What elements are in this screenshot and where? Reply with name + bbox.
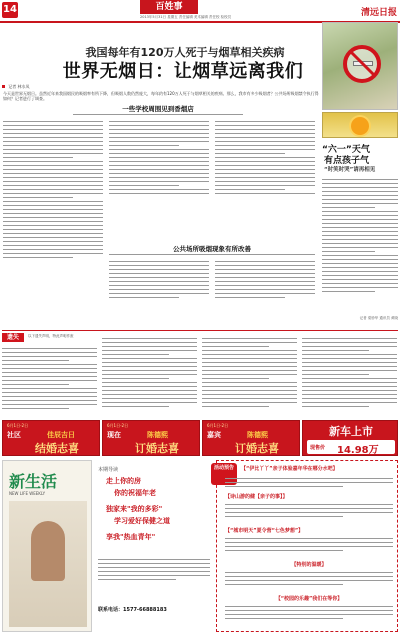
byline-text: 记者 林水凤	[8, 84, 30, 89]
event-item-4: 【特别的温暖】	[291, 562, 327, 568]
wedding-banner-2-date: 6月1日-2日	[107, 423, 129, 428]
wedding-banner-1-venue: 社区	[7, 431, 21, 439]
lead-col-3	[215, 118, 315, 197]
brand-name: 清远日报	[360, 8, 397, 18]
wedding-banner-3-host: 陈德熙	[247, 431, 268, 439]
classifieds-col-3	[202, 335, 297, 410]
magazine-ad-line-5: 享我"热血青年"	[106, 533, 156, 541]
lead-kicker: 我国每年有120万人死于与烟草相关疾病	[85, 46, 285, 59]
event-item-1: 【“伊比丫丫”亲子体验嘉年华在哪分水吧】	[241, 466, 338, 472]
lead-intro: 今天是世界无烟日。虽然近年来我国烟民的吸烟率有所下降，但吸烟人数仍然庞大，每年约有120万人死于与烟草相关的疾病。那么，我市有多少吸烟者？公共场所吸烟禁令执行得如何？记者进行了调查。	[3, 91, 319, 102]
lead-col-1	[3, 118, 103, 261]
brand-logo	[345, 5, 397, 17]
events-badge: 活动预告	[211, 463, 237, 485]
wedding-banner-3-date: 6月1日-2日	[207, 423, 229, 428]
wedding-banner-2-venue: 现在	[107, 431, 121, 439]
classifieds-col-4	[302, 335, 397, 410]
event-item-2: 【诗山游的健【亲子的事】】	[225, 494, 288, 500]
wedding-banner-1	[2, 420, 100, 456]
magazine-ad-cover-figure	[31, 521, 65, 581]
magazine-ad-line-1: 走上你的房	[106, 477, 141, 485]
classifieds-col-1	[2, 345, 97, 412]
events-panel	[213, 460, 398, 632]
side-story-body	[322, 176, 398, 295]
classifieds-section	[2, 330, 398, 418]
magazine-ad	[2, 460, 92, 632]
no-smoking-photo	[322, 22, 398, 110]
lead-col-3b	[215, 258, 315, 301]
classifieds-note: 以下遗失声明，特此声明作废	[28, 334, 74, 338]
wedding-banner-3	[202, 420, 300, 456]
event-item-1-body	[225, 475, 393, 490]
magazine-ad-text	[94, 460, 214, 632]
lead-byline	[2, 84, 122, 90]
lead-col-2b	[109, 258, 209, 301]
wedding-banner-1-title: 结婚志喜	[35, 442, 79, 455]
section-title-tab	[140, 0, 198, 14]
classifieds-header: 遗失	[2, 333, 24, 342]
wedding-banner-2	[102, 420, 200, 456]
magazine-ad-contact: 联系电话：1577-66888183	[98, 607, 167, 613]
magazine-ad-subtitle: NEW LIFE WEEKLY	[9, 491, 46, 496]
section-title: 百姓事	[155, 2, 183, 12]
section-number-badge	[2, 2, 18, 18]
magazine-ad-body	[98, 556, 210, 583]
magazine-ad-cover	[9, 501, 87, 627]
date-line: 2013年5月31日 星期五 责任编辑 美术编辑 责任校 检校员	[140, 15, 232, 19]
car-ad-price-box	[307, 440, 395, 454]
side-headline-quote: “时笑时哭”请再相见	[324, 167, 376, 173]
wedding-banner-3-venue: 嘉宾	[207, 431, 221, 439]
side-story-credit: 记者 梁妙华 通讯员 黄晓	[359, 316, 398, 320]
car-ad	[302, 420, 398, 456]
lead-headline: 世界无烟日：让烟草远离我们	[62, 61, 304, 82]
sun-icon	[351, 117, 369, 135]
lead-subhead-1: 一些学校周围见到香烟店	[73, 104, 243, 115]
event-item-4-body	[225, 569, 393, 588]
magazine-ad-line-3: 独家来"我的多彩"	[106, 505, 163, 513]
classifieds-col-2	[102, 335, 197, 410]
magazine-ad-title: 新生活	[9, 472, 58, 491]
event-item-5: 【“校园的乐趣”我们在等你】	[275, 596, 343, 602]
side-headline-mid: 有点孩子气	[324, 156, 370, 166]
magazine-ad-issue-note: 本期导读	[98, 467, 119, 473]
event-item-2-body	[225, 501, 393, 520]
lead-col-2	[109, 118, 209, 197]
wedding-banner-2-title: 订婚志喜	[135, 442, 179, 455]
wedding-banner-3-title: 订婚志喜	[235, 442, 279, 455]
side-story-photo	[322, 112, 398, 138]
wedding-banner-2-host: 陈德熙	[147, 431, 168, 439]
lead-body	[3, 104, 319, 328]
section-number: 14	[3, 4, 17, 15]
car-ad-price: 14.98万	[337, 445, 379, 456]
car-ad-price-label: 现售价	[310, 445, 326, 451]
event-item-3: 【“城市明天”夏令营“七色梦想”】	[225, 528, 304, 534]
wedding-banner-1-date: 6月1日-2日	[7, 423, 29, 428]
lead-subhead-2: 公共场所吸烟现象有所改善	[109, 244, 315, 255]
side-headline-top: “六一”天气	[322, 145, 370, 155]
event-item-5-body	[225, 603, 393, 622]
car-ad-title: 新车上市	[329, 425, 373, 438]
event-item-3-body	[225, 535, 393, 554]
masthead	[0, 0, 400, 22]
no-smoking-icon	[343, 45, 381, 83]
byline-marker	[2, 85, 5, 88]
magazine-ad-line-2: 你的祝福年老	[114, 489, 156, 497]
side-story	[322, 112, 398, 328]
magazine-ad-line-4: 学习爱好保健之道	[114, 517, 170, 525]
wedding-banner-1-host: 佳辰吉日	[47, 431, 75, 439]
